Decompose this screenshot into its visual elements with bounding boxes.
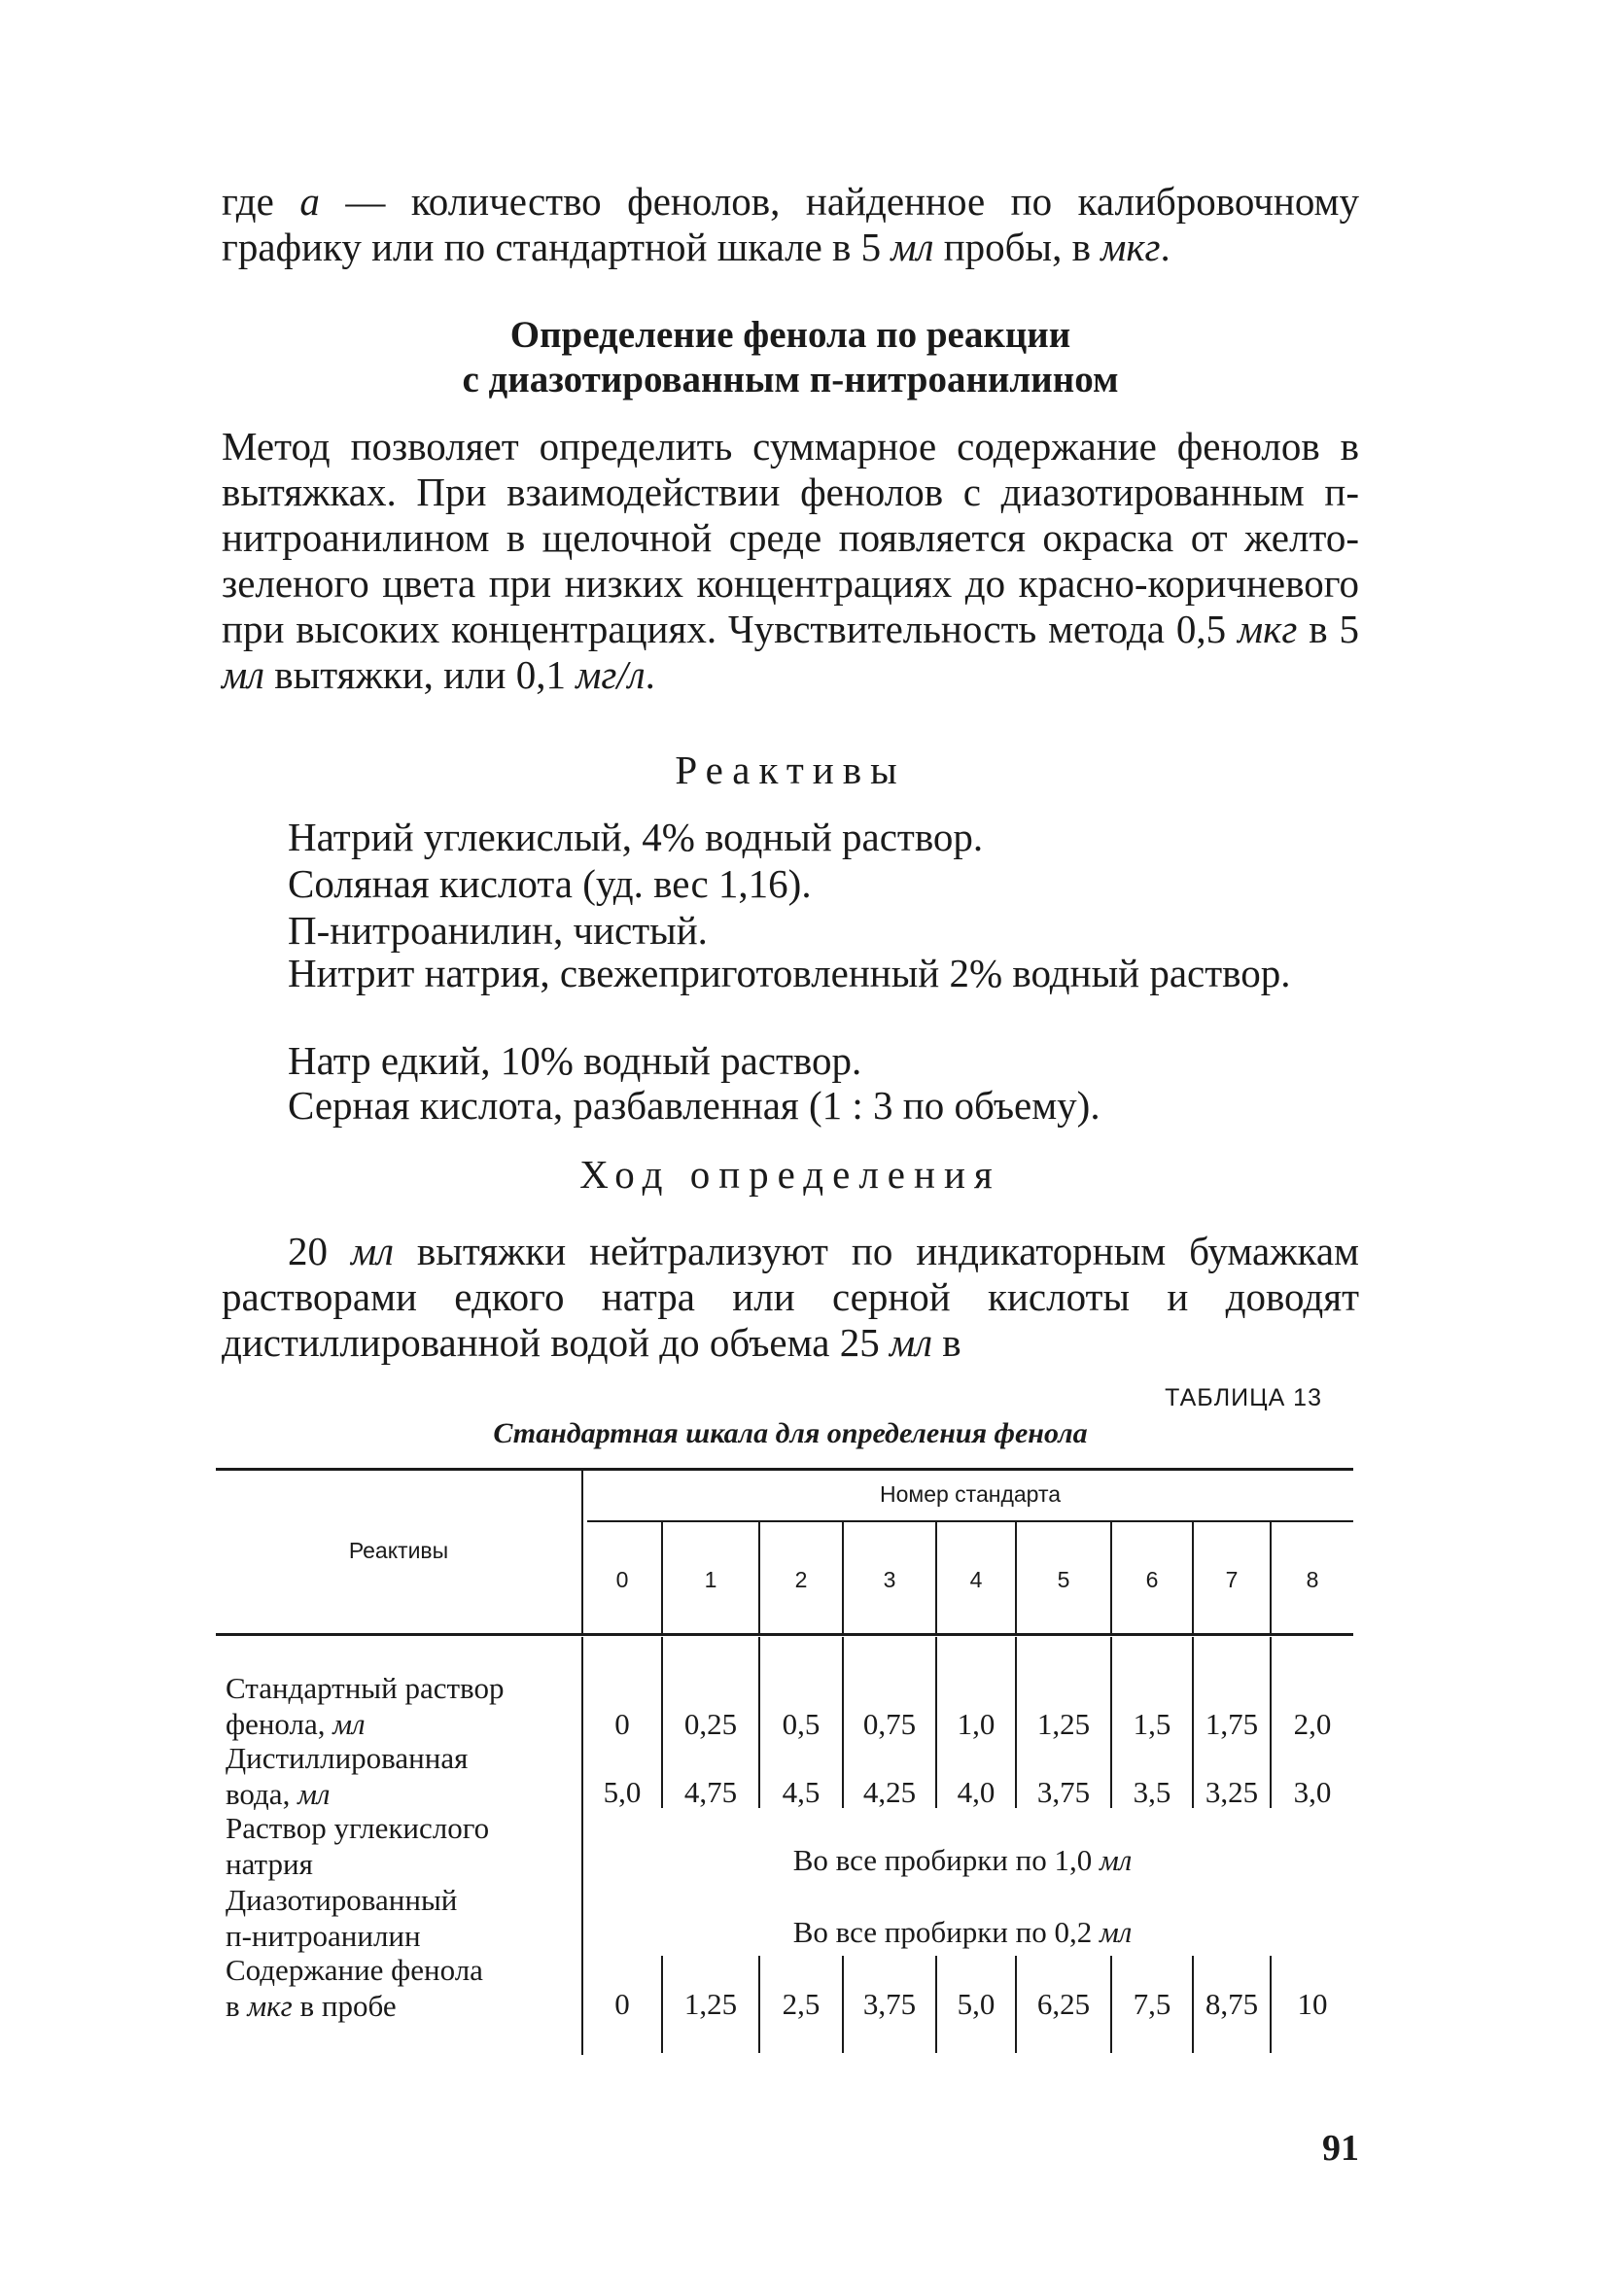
table-cell: 3,5 [1133, 1775, 1171, 1809]
table-cell: 1,25 [1036, 1707, 1091, 1741]
unit-text: мкг [1238, 607, 1298, 651]
row-label-line [226, 1988, 576, 2024]
row-label-text: фенола, [226, 1707, 333, 1741]
table-cell: 1,5 [1133, 1707, 1171, 1741]
column-number: 8 [1306, 1567, 1319, 1592]
table-cell: 1,25 [683, 1987, 738, 2021]
intro-text: — количество фенолов, найденное по калибровочному графику или по стандартной шкале в 5 [222, 179, 1359, 269]
paragraph-text: в [932, 1320, 961, 1365]
row-label-phenol-content [226, 1952, 576, 2024]
paragraph-text: в 5 [1297, 607, 1359, 651]
table-cell: 2,0 [1293, 1707, 1332, 1741]
paragraph-text: вытяжки нейтрализуют по индикаторным бумажкам растворами едкого натра или серной кислоты и доводят дистиллированной водой до объема 25 [222, 1229, 1359, 1365]
table-cell: 5,0 [957, 1987, 996, 2021]
column-number: 5 [1057, 1567, 1070, 1592]
table-column-divider [581, 1470, 583, 1635]
table-cell: 4,25 [862, 1775, 917, 1809]
table-cell: 3,25 [1205, 1775, 1259, 1809]
table-cell: 4,5 [782, 1775, 821, 1809]
paragraph-text: 20 [288, 1229, 351, 1273]
row-label-unit: мкг [247, 1989, 293, 2023]
reagent-item [222, 861, 1359, 907]
intro-unit: мкг [1100, 225, 1161, 269]
section-heading-method [222, 313, 1359, 402]
intro-text: . [1160, 225, 1170, 269]
reagent-item [222, 951, 1359, 996]
section-heading-reagents: Реактивы [675, 748, 906, 792]
row-label-unit: мл [332, 1707, 366, 1741]
row-label-unit: мл [297, 1777, 331, 1811]
row-label-sodium-carbonate [226, 1810, 576, 1882]
table-cell: 7,5 [1133, 1987, 1171, 2021]
paragraph-text: . [645, 652, 655, 697]
table-top-rule [216, 1468, 1353, 1471]
reagent-text: Соляная кислота (уд. вес 1,16). [288, 861, 812, 906]
column-number: 2 [794, 1567, 808, 1592]
reagent-item [222, 1038, 1359, 1084]
table-cell: 0,25 [683, 1707, 738, 1741]
span-unit: мл [1099, 1915, 1133, 1949]
page-number: 91 [1322, 2128, 1359, 2169]
intro-variable: а [299, 179, 320, 224]
paragraph-text: вытяжки, или 0,1 [264, 652, 576, 697]
row-label-line: Дистиллированная [226, 1741, 469, 1775]
table-cell: 0 [614, 1987, 630, 2021]
column-number: 3 [883, 1567, 896, 1592]
row-label-line [226, 1776, 576, 1812]
unit-text: мл [350, 1229, 394, 1273]
table-cell: 1,75 [1205, 1707, 1259, 1741]
column-number: 1 [704, 1567, 717, 1592]
intro-text: пробы, в [933, 225, 1101, 269]
table-span-cell [583, 1843, 1342, 1878]
table-cell: 1,0 [957, 1707, 996, 1741]
row-label-line: Раствор углекислого [226, 1811, 490, 1845]
row-label-distilled-water [226, 1740, 576, 1812]
row-label-line: Диазотированный [226, 1883, 458, 1917]
row-label-line: п-нитроанилин [226, 1919, 421, 1953]
standard-number-header: Номер стандарта [879, 1481, 1062, 1507]
table-number: ТАБЛИЦА 13 [1165, 1384, 1322, 1411]
row-label-line: Стандартный раствор [226, 1671, 505, 1705]
table-cell: 3,75 [862, 1987, 917, 2021]
column-number: 6 [1145, 1567, 1159, 1592]
row-label-line [226, 1706, 576, 1742]
row-label-line: Содержание фенола [226, 1953, 483, 1987]
row-label-diazotized-nitroaniline [226, 1882, 576, 1954]
table-header-bottom-rule [216, 1633, 1353, 1636]
reagent-text: Натрий углекислый, 4% водный раствор. [288, 815, 984, 859]
reagent-item [222, 908, 1359, 954]
table-cell: 3,0 [1293, 1775, 1332, 1809]
row-label-text: вода, [226, 1777, 298, 1811]
method-paragraph [222, 424, 1359, 698]
heading-line: с диазотированным п-нитроанилином [462, 359, 1119, 400]
table-cell: 4,0 [957, 1775, 996, 1809]
row-label-text: в [226, 1989, 248, 2023]
row-label-line: натрия [226, 1847, 313, 1881]
section-heading-procedure: Ход определения [579, 1152, 1001, 1197]
table-cell: 4,75 [683, 1775, 738, 1809]
span-text: Во все пробирки по 1,0 [792, 1843, 1100, 1877]
column-number: 0 [615, 1567, 629, 1592]
unit-text: мл [889, 1320, 933, 1365]
table-subheader-rule [587, 1520, 1353, 1522]
paragraph-text: Метод позволяет определить суммарное содержание фенолов в вытяжках. При взаимодействии фенолов с диазотированным п-нитроанилином в щелочной среде появляется окраска от желто-зеленого цвета при низких концентрациях до красно-коричневого при высоких концентрациях. Чувствительность метода 0,5 [222, 424, 1359, 651]
reagent-item [222, 815, 1359, 860]
unit-text: мл [222, 652, 265, 697]
heading-line: Определение фенола по реакции [509, 314, 1071, 356]
procedure-paragraph [222, 1229, 1359, 1366]
column-number: 7 [1225, 1567, 1239, 1592]
unit-text: мг/л [576, 652, 646, 697]
table-cell: 0,5 [782, 1707, 821, 1741]
row-label-standard-solution [226, 1670, 576, 1742]
column-number: 4 [969, 1567, 983, 1592]
intro-unit: мл [891, 225, 934, 269]
span-unit: мл [1099, 1843, 1133, 1877]
reagents-column-header: Реактивы [348, 1538, 449, 1563]
reagent-text: Серная кислота, разбавленная (1 : 3 по объему). [288, 1083, 1100, 1128]
table-cell: 10 [1297, 1987, 1328, 2021]
table-cell: 3,75 [1036, 1775, 1091, 1809]
reagent-text: Нитрит натрия, свежеприготовленный 2% водный раствор. [288, 951, 1291, 995]
reagent-text: Натр едкий, 10% водный раствор. [288, 1038, 862, 1083]
table-cell: 2,5 [782, 1987, 821, 2021]
intro-paragraph [222, 179, 1359, 270]
reagent-text: П-нитроанилин, чистый. [288, 908, 708, 953]
table-cell: 0 [614, 1707, 630, 1741]
table-cell: 5,0 [603, 1775, 642, 1809]
row-label-text: в пробе [292, 1989, 397, 2023]
table-cell: 6,25 [1036, 1987, 1091, 2021]
intro-text: где [222, 179, 274, 224]
span-text: Во все пробирки по 0,2 [792, 1915, 1100, 1949]
table-cell: 0,75 [862, 1707, 917, 1741]
table-title: Стандартная шкала для определения фенола [493, 1417, 1088, 1449]
table-span-cell [583, 1915, 1342, 1950]
reagent-item [222, 1083, 1359, 1129]
table-cell: 8,75 [1205, 1987, 1259, 2021]
